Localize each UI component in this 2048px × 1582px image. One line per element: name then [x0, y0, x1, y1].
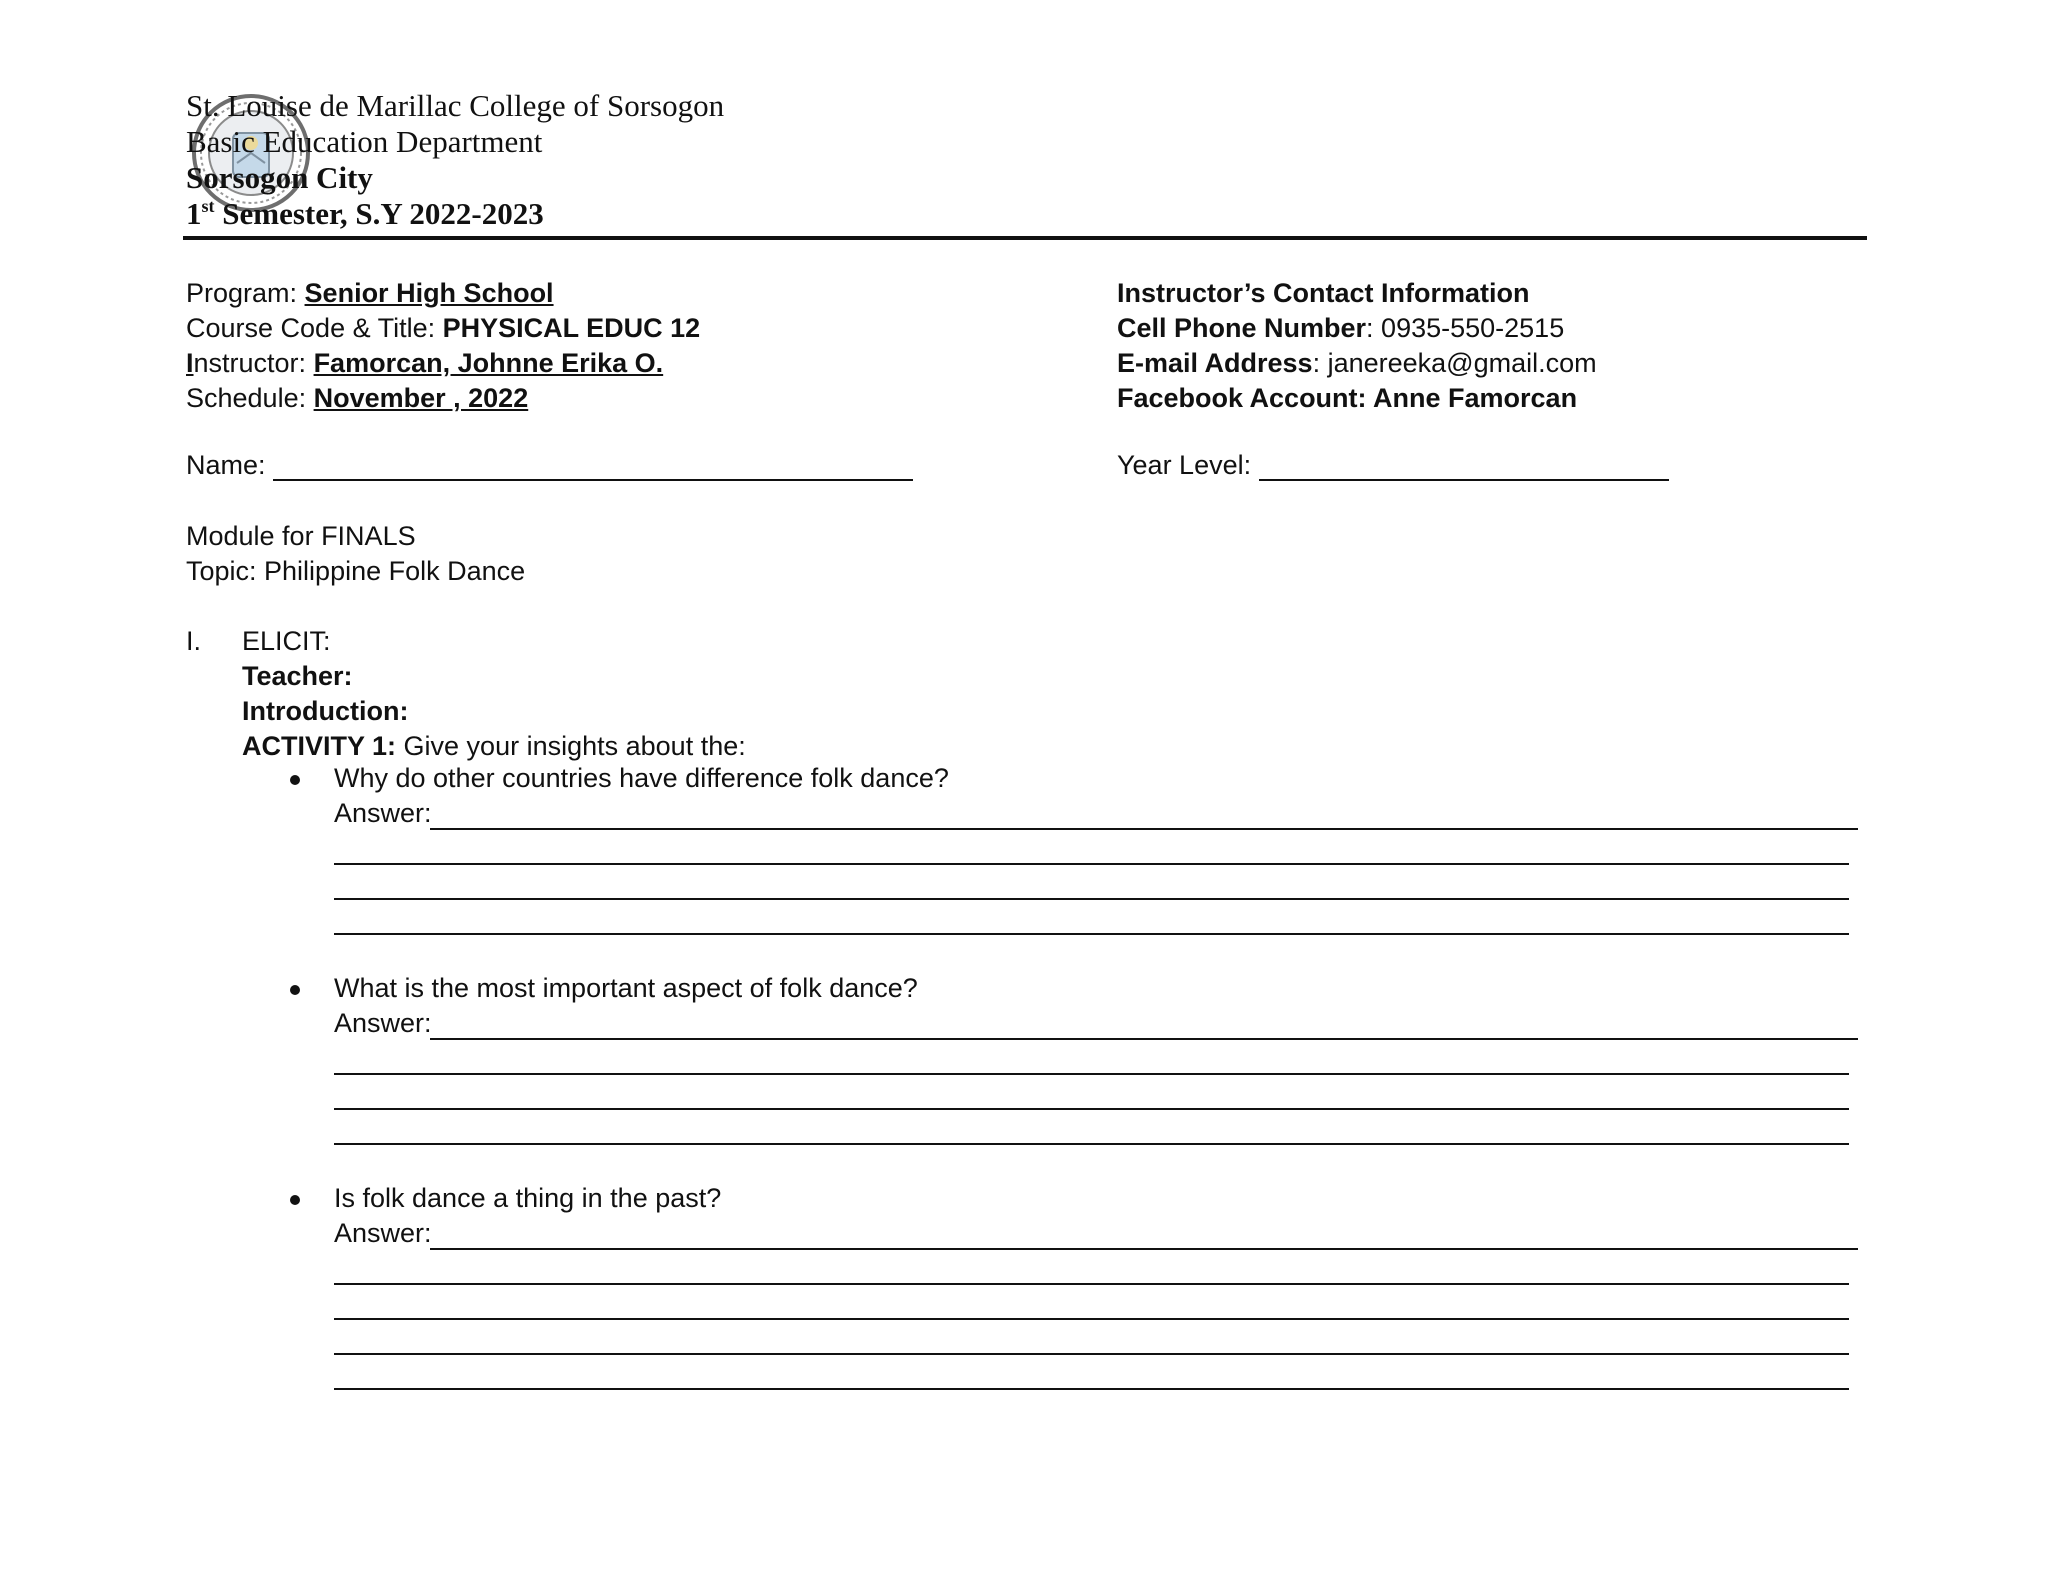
answer-2-line[interactable]: [334, 1073, 1849, 1075]
name-field[interactable]: Name:: [186, 450, 913, 481]
answer-3-line[interactable]: [430, 1248, 1858, 1250]
answer-1-line[interactable]: [334, 933, 1849, 935]
year-level-blank[interactable]: [1259, 453, 1669, 481]
answer-3-line[interactable]: [334, 1353, 1849, 1355]
name-blank[interactable]: [273, 453, 913, 481]
answer-2-line[interactable]: [334, 1143, 1849, 1145]
question-1: Why do other countries have difference folk dance?: [334, 763, 949, 793]
facebook-row: Facebook Account: Anne Famorcan: [1117, 383, 1578, 413]
course-value: PHYSICAL EDUC 12: [442, 313, 701, 343]
department-name: Basic Education Department: [186, 124, 543, 159]
bullet-icon: [290, 775, 300, 785]
instructor-row: Instructor: Famorcan, Johnne Erika O.: [186, 348, 664, 378]
school-city: Sorsogon City: [186, 160, 373, 195]
answer-label-1: Answer:: [334, 798, 432, 828]
introduction-label: Introduction:: [242, 696, 409, 726]
activity-line: ACTIVITY 1: Give your insights about the:: [242, 731, 746, 761]
answer-3-line[interactable]: [334, 1283, 1849, 1285]
schedule-row: Schedule: November , 2022: [186, 383, 529, 413]
header-divider: [183, 236, 1867, 240]
answer-label-3: Answer:: [334, 1218, 432, 1248]
contact-heading: Instructor’s Contact Information: [1117, 278, 1530, 308]
bullet-icon: [290, 985, 300, 995]
school-header: [186, 88, 1866, 232]
question-3: Is folk dance a thing in the past?: [334, 1183, 722, 1213]
answer-label-2: Answer:: [334, 1008, 432, 1038]
schedule-value: November , 2022: [313, 383, 529, 413]
section-number: I.: [186, 626, 202, 656]
elicit-heading: ELICIT:: [242, 626, 331, 656]
contact-info: [1117, 276, 1597, 416]
answer-3-line[interactable]: [334, 1388, 1849, 1390]
teacher-label: Teacher:: [242, 661, 353, 691]
module-info: [186, 519, 525, 589]
email-row: E-mail Address: janereeka@gmail.com: [1117, 348, 1597, 378]
semester-line: 1st Semester, S.Y 2022-2023: [186, 196, 544, 231]
course-row: Course Code & Title: PHYSICAL EDUC 12: [186, 313, 701, 343]
answer-1-line[interactable]: [334, 898, 1849, 900]
module-title: Module for FINALS: [186, 521, 416, 551]
answer-3-line[interactable]: [334, 1318, 1849, 1320]
answer-2-line[interactable]: [334, 1108, 1849, 1110]
program-row: Program: Senior High School: [186, 278, 554, 308]
instructor-value: Famorcan, Johnne Erika O.: [313, 348, 664, 378]
module-topic: Topic: Philippine Folk Dance: [186, 556, 526, 586]
question-2: What is the most important aspect of folk dance?: [334, 973, 918, 1003]
answer-2-line[interactable]: [430, 1038, 1858, 1040]
bullet-icon: [290, 1195, 300, 1205]
year-level-field[interactable]: Year Level:: [1117, 450, 1669, 481]
cell-row: Cell Phone Number: 0935-550-2515: [1117, 313, 1565, 343]
program-value: Senior High School: [304, 278, 554, 308]
school-name: St. Louise de Marillac College of Sorsogon: [186, 88, 725, 123]
answer-1-line[interactable]: [334, 863, 1849, 865]
answer-1-line[interactable]: [430, 828, 1858, 830]
course-info: [186, 276, 700, 416]
